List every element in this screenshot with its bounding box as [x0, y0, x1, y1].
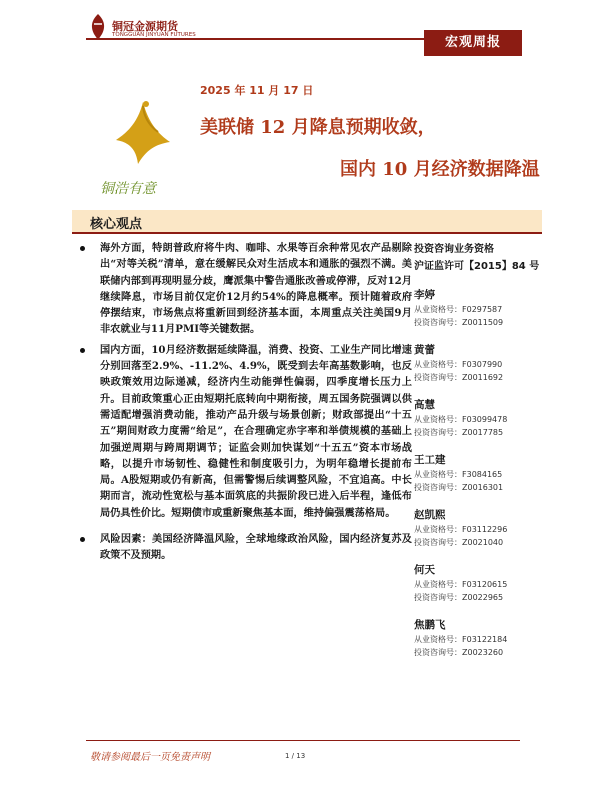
analyst-name: 赵凯熙 — [414, 509, 446, 521]
qualification-label: 投资咨询业务资格 — [414, 244, 494, 255]
analyst-cert: 从业资格号：F03099478 — [414, 415, 508, 424]
analyst-cert: 投资咨询号：Z0016301 — [414, 483, 504, 492]
report-date: 2025 年 11 月 17 日 — [200, 84, 314, 97]
license-label: 沪证监许可【2015】84 号 — [414, 261, 540, 272]
analyst-cert: 从业资格号：F0307990 — [414, 360, 503, 369]
bullet-dot-icon — [80, 348, 85, 353]
analyst-card — [414, 288, 542, 329]
analyst-cert: 从业资格号：F0297587 — [414, 305, 503, 314]
analyst-cert: 投资咨询号：Z0022965 — [414, 593, 504, 602]
analyst-cert: 从业资格号：F03112296 — [414, 525, 508, 534]
analyst-card — [414, 563, 542, 604]
bullet-dot-icon — [80, 246, 85, 251]
analyst-card — [414, 618, 542, 659]
analyst-sidebar — [414, 240, 542, 659]
analyst-cert: 从业资格号：F3084165 — [414, 470, 503, 479]
analyst-cert: 从业资格号：F03122184 — [414, 635, 508, 644]
paragraph-domestic: 国内方面，10月经济数据延续降温，消费、投资、工业生产同比增速分别回落至2.9%、-11.2%、4.9%，既受到去年高基数影响，也反映政策效用边际递减，经济内生动能弹性偏弱，四季度增长压力上升。目前政策重心正由短期托底转向中期衔接，周五国务院强调以供需适配增强消费动能，推动产品升级与场景创新；财政部提出“十五五”期间财政力度需“给足”，在合理确定赤字率和举债规模的基础上加强逆周期与跨周期调节；证监会则加快谋划“十五五”资本市场战略，以提升市场韧性、稳健性和制度吸引力，为明年稳增长提前布局。A股短期或仍有新高，但需警惕后续调整风险，不宜追高。中长期而言，流动性宽松与基本面筑底的共振阶段已进入后半程，逢低布局仍具性价比。短期债市或重新聚焦基本面，维持偏强震荡格局。 — [100, 343, 412, 519]
section-rule — [72, 232, 542, 234]
section-title: 核心观点 — [90, 217, 143, 232]
paragraph-overseas: 海外方面，特朗普政府将牛肉、咖啡、水果等百余种常见农产品剔除出“对等关税”清单，意在缓解民众对生活成本和通胀的强烈不满。美联储内部到再现明显分歧，鹰派集中警告通胀改善或停滞，反对12月继续降息，市场目前仅定价12月约54%的降息概率。预计随着政府停摆结束，市场焦点将重新回到经济基本面，本周重点关注美国9月非农就业与11月PMI等关键数据。 — [100, 242, 412, 336]
analyst-cert: 投资咨询号：Z0011509 — [414, 318, 504, 327]
logo-cn-text: 铜冠金源期货 — [112, 20, 178, 33]
analyst-card — [414, 508, 542, 549]
analyst-name: 高慧 — [414, 399, 435, 411]
analyst-cert: 投资咨询号：Z0017785 — [414, 428, 504, 437]
logo-en-text: TONGGUAN JINYUAN FUTURES — [112, 32, 196, 38]
footer-disclaimer: 敬请参阅最后一页免责声明 — [90, 752, 210, 763]
report-type-badge: 宏观周报 — [424, 30, 522, 56]
analyst-cert: 投资咨询号：Z0011692 — [414, 373, 504, 382]
report-title-line1: 美联储 12 月降息预期收敛， — [200, 117, 436, 138]
analyst-name: 王工建 — [414, 454, 446, 466]
report-title-line2: 国内 10 月经济数据降温 — [340, 159, 540, 180]
paragraph-risk: 风险因素：美国经济降温风险，全球地缘政治风险，国内经济复苏及政策不及预期。 — [100, 533, 412, 562]
footer-rule — [86, 740, 520, 741]
analyst-card — [414, 398, 542, 439]
brand-emblem-icon — [98, 92, 188, 182]
analyst-card — [414, 343, 542, 384]
analyst-card — [414, 453, 542, 494]
analyst-name: 何天 — [414, 564, 435, 576]
analyst-name: 李婷 — [414, 289, 435, 301]
page-number: 1 / 13 — [285, 752, 306, 760]
bullet-overseas — [72, 240, 412, 338]
analyst-cert: 投资咨询号：Z0021040 — [414, 538, 504, 547]
analyst-name: 焦鹏飞 — [414, 619, 446, 631]
brand-slogan: 铜浩有意 — [100, 181, 156, 197]
bullet-dot-icon — [80, 537, 85, 542]
bullet-domestic — [72, 342, 412, 521]
analyst-cert: 从业资格号：F03120615 — [414, 580, 508, 589]
section-header — [72, 210, 542, 232]
core-views — [72, 240, 412, 566]
analyst-cert: 投资咨询号：Z0023260 — [414, 648, 504, 657]
analyst-name: 黄蕾 — [414, 344, 435, 356]
bullet-risk — [72, 531, 412, 564]
